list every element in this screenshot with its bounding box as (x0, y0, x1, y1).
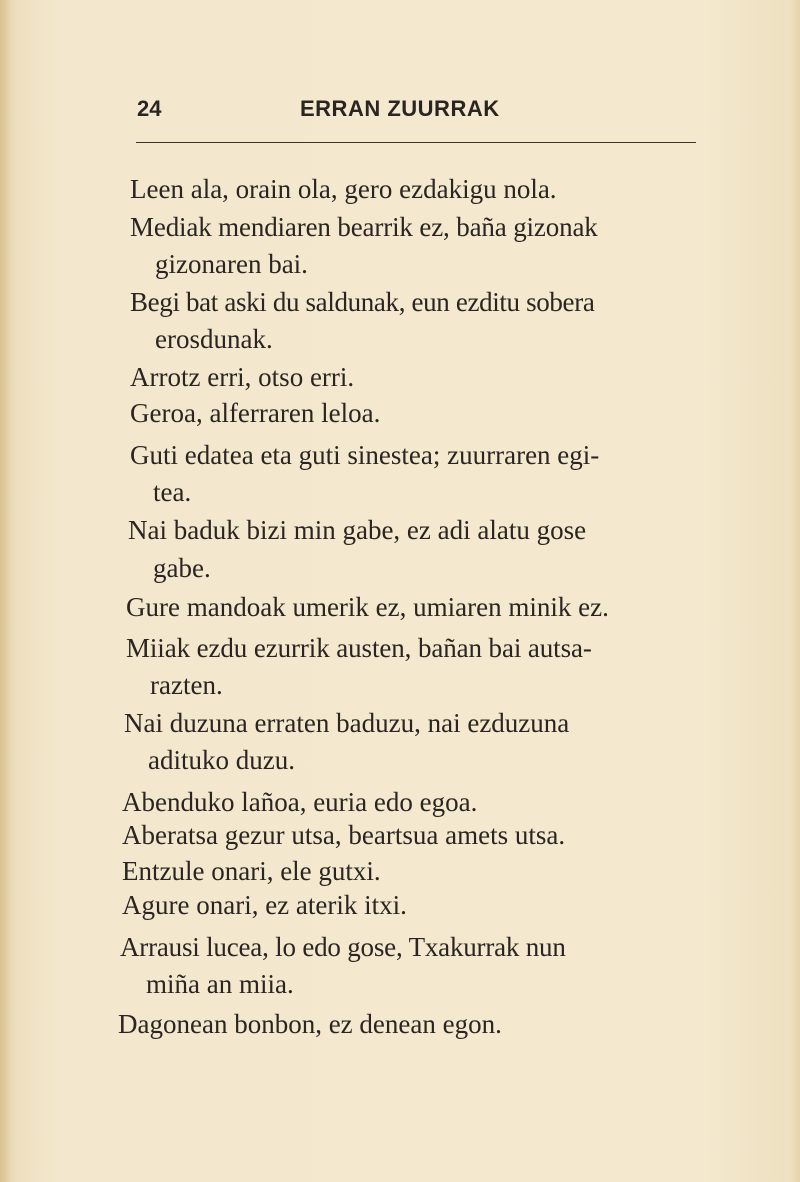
page-number: 24 (137, 96, 162, 121)
proverb-12-line-1: Aberatsa gezur utsa, beartsua amets utsa. (122, 820, 566, 850)
proverb-1-line-1: Leen ala, orain ola, gero ezdakigu nola. (130, 174, 557, 204)
proverb-10-line-2: adituko duzu. (148, 745, 295, 775)
proverb-15-line-2: miña an miia. (146, 969, 294, 999)
proverb-15-line-1: Arrausi lucea, lo edo gose, Txakurrak nun (120, 932, 566, 962)
proverb-6-line-2: tea. (153, 477, 192, 507)
proverb-10-line-1: Nai duzuna erraten baduzu, nai ezduzuna (124, 708, 570, 738)
proverb-7-line-1: Nai baduk bizi min gabe, ez adi alatu gose (128, 515, 587, 545)
proverb-4-line-1: Arrotz erri, otso erri. (130, 362, 355, 392)
proverb-13-line-1: Entzule onari, ele gutxi. (122, 856, 381, 886)
proverb-7-line-2: gabe. (153, 553, 211, 583)
proverb-16-line-1: Dagonean bonbon, ez denean egon. (118, 1009, 502, 1039)
proverb-3-line-1: Begi bat aski du saldunak, eun ezditu sobera (130, 287, 595, 317)
proverb-3-line-2: erosdunak. (155, 324, 273, 354)
proverb-2-line-2: gizonaren bai. (155, 249, 308, 279)
proverb-9-line-1: Miiak ezdu ezurrik austen, bañan bai autsa- (126, 633, 592, 663)
proverb-5-line-1: Geroa, alferraren leloa. (130, 398, 381, 428)
running-title: ERRAN ZUURRAK (300, 96, 500, 121)
proverb-6-line-1: Guti edatea eta guti sinestea; zuurraren egi- (130, 440, 600, 470)
proverb-8-line-1: Gure mandoak umerik ez, umiaren minik ez. (126, 592, 609, 622)
proverb-9-line-2: razten. (150, 670, 223, 700)
proverb-11-line-1: Abenduko lañoa, euria edo egoa. (122, 787, 478, 817)
proverb-14-line-1: Agure onari, ez aterik itxi. (122, 890, 407, 920)
proverb-2-line-1: Mediak mendiaren bearrik ez, baña gizonak (130, 212, 598, 242)
